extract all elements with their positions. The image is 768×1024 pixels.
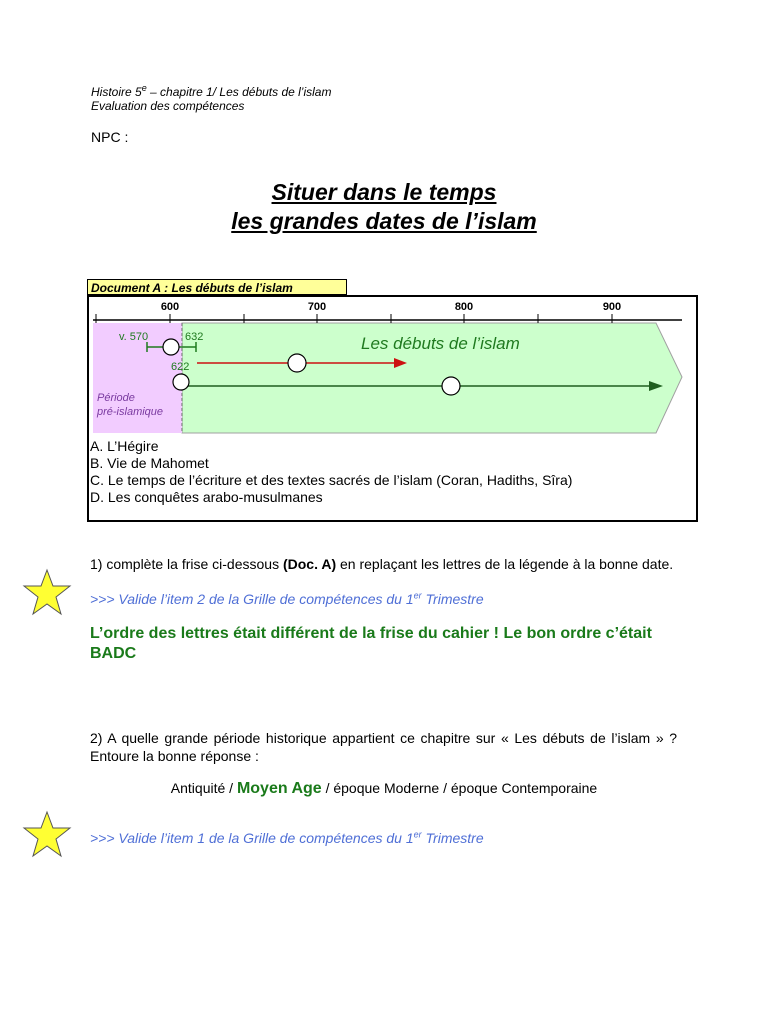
question-2-competence-link[interactable]: >>> Valide l’item 1 de la Grille de compétences du 1er Trimestre <box>90 829 484 846</box>
answer-circle-1 <box>163 339 179 355</box>
document-header <box>91 85 331 113</box>
page-title <box>0 178 768 236</box>
legend-item-c: C. Le temps de l’écriture et des textes sacrés de l’islam (Coran, Hadiths, Sîra) <box>90 472 573 488</box>
npc-label: NPC : <box>91 129 129 145</box>
question-1-correction: L’ordre des lettres était différent de la frise du cahier ! Le bon ordre c’était BADC <box>90 625 652 662</box>
timeline-figure <box>89 297 695 437</box>
pre-islamic-label-2: pré-islamique <box>97 406 164 418</box>
choice-after: / époque Moderne / époque Contemporaine <box>321 780 598 796</box>
legend-item-b: B. Vie de Mahomet <box>90 455 209 471</box>
date-v570: v. 570 <box>119 331 149 343</box>
date-632: 632 <box>185 331 204 343</box>
title-line-2: les grandes dates de l’islam <box>231 208 537 234</box>
choice-answer-moyen-age: Moyen Age <box>236 780 322 797</box>
header-line-1: Histoire 5e – chapitre 1/ Les débuts de l’islam <box>91 83 332 99</box>
tick-label-700: 700 <box>307 301 327 313</box>
question-1-competence-link[interactable]: >>> Valide l’item 2 de la Grille de compétences du 1er Trimestre <box>90 590 484 607</box>
timeline-arrow-label: Les débuts de l’islam <box>361 334 520 353</box>
choice-before: Antiquité / <box>170 780 237 796</box>
axis-minor-ticks <box>96 314 612 323</box>
star-icon <box>22 568 72 618</box>
pre-islamic-label-1: Période <box>97 392 135 404</box>
timeline-legend <box>90 438 572 506</box>
question-2-choices <box>0 780 768 798</box>
axis-tick-labels <box>161 301 621 313</box>
tick-label-600: 600 <box>160 301 180 313</box>
legend-item-d: D. Les conquêtes arabo-musulmanes <box>90 489 323 505</box>
legend-item-a: A. L’Hégire <box>90 438 159 454</box>
tick-label-900: 900 <box>602 301 622 313</box>
answer-circle-4 <box>442 377 460 395</box>
answer-circle-3 <box>173 374 189 390</box>
document-a-label: Document A : Les débuts de l’islam <box>87 279 347 295</box>
header-line-2: Evaluation des compétences <box>91 99 245 113</box>
star-icon <box>22 810 72 860</box>
question-1-text: 1) complète la frise ci-dessous (Doc. A) en replaçant les lettres de la légende à la bonne date. <box>90 556 674 572</box>
question-2-text: 2) A quelle grande période historique appartient ce chapitre sur « Les débuts de l’islam » ? Entoure la bonne réponse : <box>90 730 677 764</box>
tick-label-800: 800 <box>454 301 474 313</box>
date-622: 622 <box>171 361 190 373</box>
title-line-1: Situer dans le temps <box>271 179 497 205</box>
answer-circle-2 <box>288 354 306 372</box>
